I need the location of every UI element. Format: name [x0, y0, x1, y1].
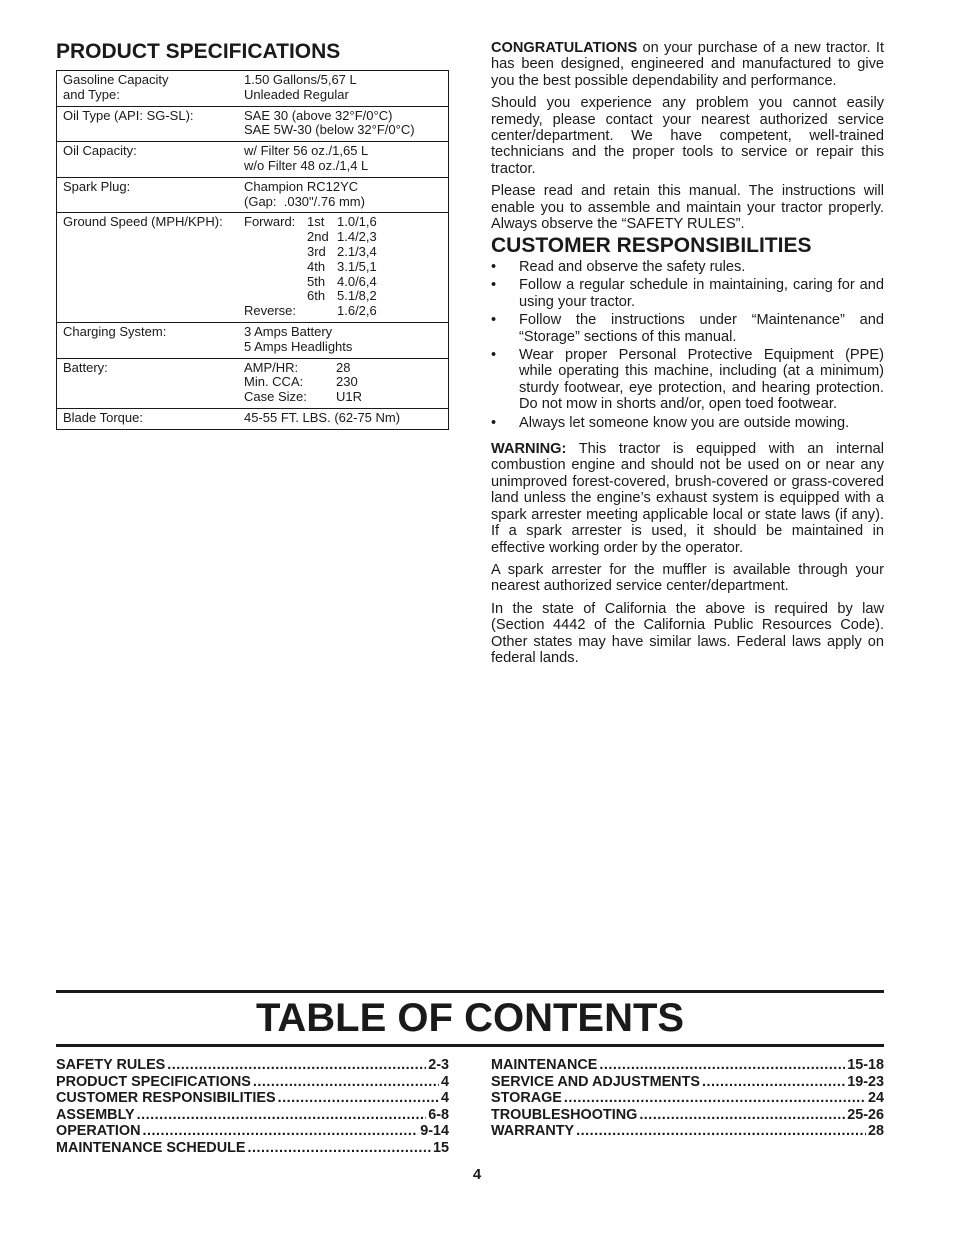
spec-label: Oil Capacity:	[63, 143, 137, 159]
spec-row-oil-type	[57, 106, 449, 142]
intro-section	[491, 40, 884, 238]
congratulations-text: on your purchase of a new tractor. It has been designed, engineered and manufactured to give you the best possible dependability and performance.	[491, 40, 884, 89]
spec-row-charging	[57, 322, 449, 358]
toc-entry-title: PRODUCT SPECIFICATIONS	[56, 1073, 251, 1090]
service-paragraph: Should you experience any problem you cannot easily remedy, please contact your nearest authorized service center/department. We have competent, well-trained technicians and the proper tools to service or repair this tractor.	[491, 95, 884, 177]
forward-label: Forward:	[244, 214, 296, 230]
gear-speed: 2.1/3,4	[337, 243, 377, 259]
congratulations-paragraph	[491, 40, 884, 89]
toc-entry-maintenance[interactable]	[491, 1057, 884, 1074]
toc-top-rule	[56, 990, 884, 993]
battery-key: AMP/HR:	[244, 359, 299, 375]
spec-label: Spark Plug:	[63, 178, 131, 194]
customer-responsibilities-heading: CUSTOMER RESPONSIBILITIES	[491, 234, 812, 257]
toc-entry-title: OPERATION	[56, 1123, 141, 1140]
spec-value: SAE 30 (above 32°F/0°C) SAE 5W-30 (below 32°F/0°C)	[244, 107, 415, 138]
spec-row-oil-capacity	[57, 142, 449, 178]
spec-row-spark-plug	[57, 177, 449, 213]
toc-entry-safety-rules[interactable]	[56, 1057, 449, 1074]
spec-label: Charging System:	[63, 323, 167, 339]
spec-row-gasoline	[57, 71, 449, 107]
spark-arrester-paragraph: A spark arrester for the muffler is available through your nearest authorized service center/department.	[491, 561, 884, 595]
bullet-icon: •	[491, 414, 497, 431]
toc-bottom-rule	[56, 1044, 884, 1047]
toc-entry-assembly[interactable]	[56, 1107, 449, 1124]
congratulations-lead: CONGRATULATIONS	[491, 40, 638, 56]
toc-entry-product-specifications[interactable]	[56, 1074, 449, 1091]
toc-entry-maintenance-schedule[interactable]	[56, 1140, 449, 1157]
toc-entry-title: WARRANTY	[491, 1123, 575, 1140]
list-item-text: Wear proper Personal Protective Equipment (PPE) while operating this machine, including (at a minimum) sturdy footwear, eye protection, and hearing protection. Do not mow in shorts and/or, open toed footwear.	[519, 347, 884, 413]
toc-entry-page: 15	[432, 1139, 449, 1156]
spec-value: Champion RC12YC (Gap: .030"/.76 mm)	[244, 178, 365, 209]
gear-label: 1st	[307, 214, 325, 230]
toc-entry-page: 4	[440, 1073, 449, 1090]
battery-key: Case Size:	[244, 389, 307, 405]
toc-entry-page: 4	[440, 1090, 449, 1107]
toc-entry-title: SAFETY RULES	[56, 1057, 166, 1073]
retain-manual-paragraph: Please read and retain this manual. The instructions will enable you to assemble and maintain your tractor properly. Always observe the “SAFETY RULES”.	[491, 183, 884, 233]
list-item-text: Always let someone know you are outside mowing.	[519, 414, 850, 431]
toc-entry-page: 28	[867, 1123, 884, 1140]
spec-row-ground-speed	[57, 213, 449, 323]
california-paragraph: In the state of California the above is required by law (Section 4442 of the California Public Resources Code). Other states may have similar laws. Federal laws apply on federal lands.	[491, 600, 884, 666]
toc-entry-title: MAINTENANCE SCHEDULE	[56, 1139, 246, 1156]
list-item-text: Follow a regular schedule in maintaining, caring for and using your tractor.	[519, 277, 884, 310]
list-item	[491, 277, 884, 310]
gear-speed: 3.1/5,1	[337, 258, 377, 274]
spec-label: Oil Type (API: SG-SL):	[63, 107, 194, 123]
reverse-speed: 1.6/2,6	[337, 303, 377, 319]
spec-value: w/ Filter 56 oz./1,65 L w/o Filter 48 oz./1,4 L	[244, 143, 369, 173]
toc-entry-page: 2-3	[428, 1057, 449, 1073]
spec-value: 1.50 Gallons/5,67 L Unleaded Regular	[244, 72, 357, 102]
spec-label: Gasoline Capacity and Type:	[63, 72, 169, 102]
toc-entry-page: 19-23	[847, 1073, 884, 1090]
responsibilities-section	[491, 259, 884, 672]
toc-left-column	[56, 1057, 449, 1157]
toc-entry-title: MAINTENANCE	[491, 1057, 598, 1073]
product-specifications-heading: PRODUCT SPECIFICATIONS	[56, 40, 341, 63]
list-item	[491, 347, 884, 413]
gear-speed: 4.0/6,4	[337, 273, 377, 289]
list-item	[491, 312, 884, 345]
reverse-label: Reverse:	[244, 303, 297, 319]
toc-entry-operation[interactable]	[56, 1123, 449, 1140]
toc-entry-title: ASSEMBLY	[56, 1106, 135, 1123]
gear-speed: 1.0/1,6	[337, 214, 377, 230]
toc-entry-page: 25-26	[847, 1106, 884, 1123]
toc-entry-storage[interactable]	[491, 1090, 884, 1107]
spec-label: Ground Speed (MPH/KPH):	[63, 214, 223, 230]
specifications-table	[56, 70, 449, 430]
gear-label: 6th	[307, 288, 326, 304]
gear-label: 4th	[307, 258, 326, 274]
toc-entry-title: STORAGE	[491, 1090, 562, 1107]
gear-label: 2nd	[307, 229, 329, 245]
toc-entry-page: 24	[867, 1090, 884, 1107]
toc-entry-page: 6-8	[428, 1106, 449, 1123]
spec-label: Battery:	[63, 359, 108, 375]
toc-entry-title: SERVICE AND ADJUSTMENTS	[491, 1073, 700, 1090]
warning-paragraph	[491, 441, 884, 556]
list-item	[491, 415, 884, 431]
page-number: 4	[472, 1166, 482, 1183]
responsibilities-list	[491, 259, 884, 431]
list-item	[491, 259, 884, 275]
warning-text: This tractor is equipped with an internal combustion engine and should not be used on or near any unimproved forest-covered, brush-covered or grass-covered land unless the engine’s exhaust system is equipped with a spark arrester meeting applicable local or state laws (if any). If a spark arrester is used, it should be maintained in effective working order by the operator.	[491, 441, 884, 556]
toc-entry-warranty[interactable]	[491, 1123, 884, 1140]
gear-speed: 1.4/2,3	[337, 229, 377, 245]
gear-label: 3rd	[307, 243, 326, 259]
spec-row-blade-torque	[57, 408, 449, 429]
spec-label: Blade Torque:	[63, 409, 143, 425]
battery-key: Min. CCA:	[244, 374, 304, 390]
toc-entry-troubleshooting[interactable]	[491, 1107, 884, 1124]
gear-speed: 5.1/8,2	[337, 288, 377, 304]
spec-value: 3 Amps Battery 5 Amps Headlights	[244, 323, 353, 354]
toc-entry-page: 15-18	[847, 1057, 884, 1073]
toc-entry-title: CUSTOMER RESPONSIBILITIES	[56, 1090, 276, 1107]
bullet-icon: •	[491, 347, 497, 364]
spec-value: 45-55 FT. LBS. (62-75 Nm)	[244, 409, 401, 425]
spec-row-battery	[57, 358, 449, 408]
toc-entry-title: TROUBLESHOOTING	[491, 1106, 638, 1123]
battery-value: 28	[336, 359, 351, 375]
toc-entry-service-and-adjustments[interactable]	[491, 1074, 884, 1091]
bullet-icon: •	[491, 312, 497, 329]
gear-label: 5th	[307, 273, 326, 289]
bullet-icon: •	[491, 277, 497, 294]
list-item-text: Follow the instructions under “Maintenance” and “Storage” sections of this manual.	[519, 312, 884, 345]
battery-value: 230	[336, 374, 358, 390]
battery-value: U1R	[336, 389, 363, 405]
bullet-icon: •	[491, 259, 497, 275]
toc-entry-page: 9-14	[420, 1123, 449, 1140]
list-item-text: Read and observe the safety rules.	[519, 259, 746, 275]
toc-right-column	[491, 1057, 884, 1140]
toc-title: TABLE OF CONTENTS	[255, 996, 685, 1040]
toc-entry-customer-responsibilities[interactable]	[56, 1090, 449, 1107]
warning-lead: WARNING:	[491, 441, 567, 458]
